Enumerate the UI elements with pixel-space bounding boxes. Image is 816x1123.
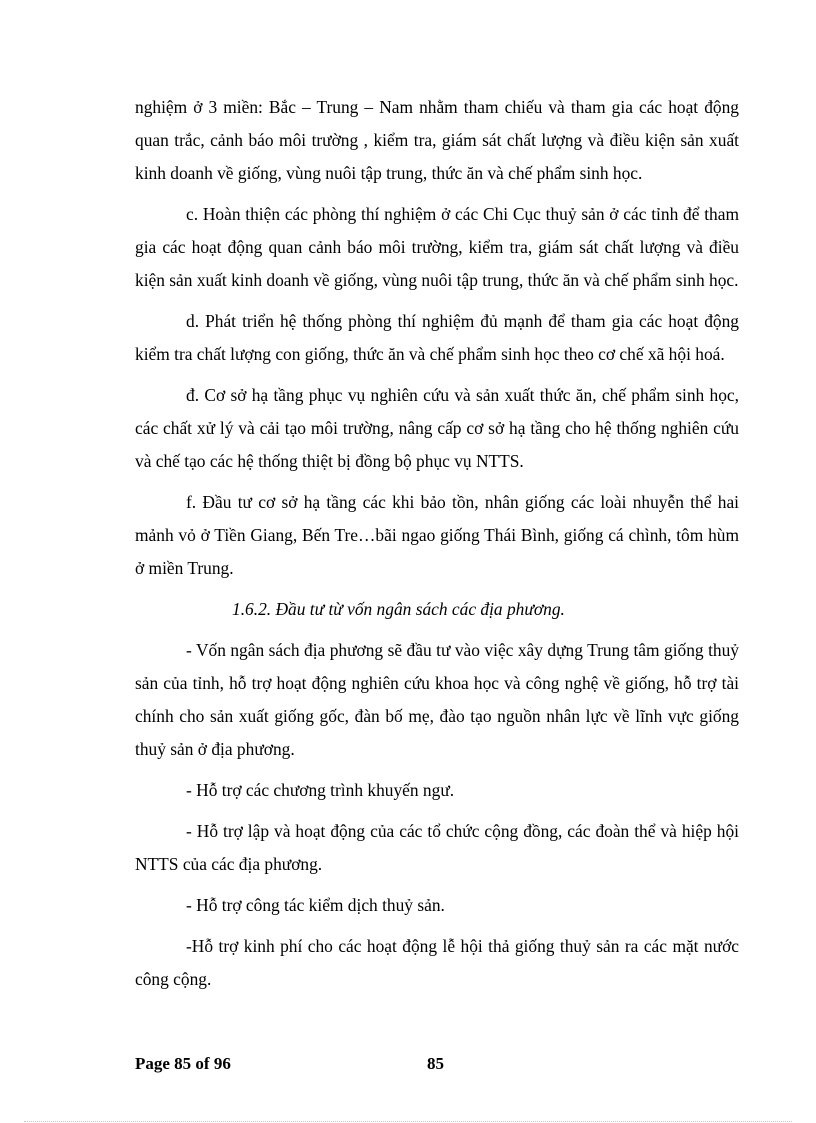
- section-heading: 1.6.2. Đầu tư từ vốn ngân sách các địa phương.: [232, 599, 565, 619]
- section-paragraph: -Hỗ trợ kinh phí cho các hoạt động lễ hội thả giống thuỷ sản ra các mặt nước công cộng.: [135, 936, 739, 989]
- page-footer: [135, 1054, 739, 1078]
- section-paragraph: - Hỗ trợ công tác kiểm dịch thuỷ sản.: [186, 895, 445, 915]
- paragraph-item-d: d. Phát triển hệ thống phòng thí nghiệm đủ mạnh để tham gia các hoạt động kiểm tra chất lượng con giống, thức ăn và chế phẩm sinh học theo cơ chế xã hội hoá.: [135, 311, 739, 364]
- page-label: Page 85 of 96: [135, 1054, 231, 1073]
- section-paragraph: - Hỗ trợ các chương trình khuyến ngư.: [186, 780, 455, 800]
- page-body: [135, 91, 739, 1004]
- section-paragraph: - Hỗ trợ lập và hoạt động của các tổ chức cộng đồng, các đoàn thể và hiệp hội NTTS của các địa phương.: [135, 821, 739, 874]
- paragraph-item-dd: đ. Cơ sở hạ tầng phục vụ nghiên cứu và sản xuất thức ăn, chế phẩm sinh học, các chất xử lý và cải tạo môi trường, nâng cấp cơ sở hạ tầng cho hệ thống nghiên cứu và chế tạo các hệ thống thiệt bị đồng bộ phục vụ NTTS.: [135, 385, 739, 471]
- paragraph-continuation: nghiệm ở 3 miền: Bắc – Trung – Nam nhằm tham chiếu và tham gia các hoạt động quan trắc, cảnh báo môi trường , kiểm tra, giám sát chất lượng và điều kiện sản xuất kinh doanh về giống, vùng nuôi tập trung, thức ăn và chế phẩm sinh học.: [135, 97, 739, 183]
- paragraph-item-f: f. Đầu tư cơ sở hạ tầng các khi bảo tồn, nhân giống các loài nhuyễn thể hai mảnh vỏ ở Tiền Giang, Bến Tre…bãi ngao giống Thái Bình, giống cá chình, tôm hùm ở miền Trung.: [135, 492, 739, 578]
- section-paragraph: - Vốn ngân sách địa phương sẽ đầu tư vào việc xây dựng Trung tâm giống thuỷ sản của tỉnh, hỗ trợ hoạt động nghiên cứu khoa học và công nghệ về giống, hỗ trợ tài chính cho sản xuất giống gốc, đàn bố mẹ, đào tạo nguồn nhân lực về lĩnh vực giống thuỷ sản ở địa phương.: [135, 640, 739, 759]
- page-bottom-divider: [24, 1121, 792, 1122]
- paragraph-item-c: c. Hoàn thiện các phòng thí nghiệm ở các Chi Cục thuỷ sản ở các tỉnh để tham gia các hoạt động quan cảnh báo môi trường, kiểm tra, giám sát chất lượng và điều kiện sản xuất kinh doanh về giống, vùng nuôi tập trung, thức ăn và chế phẩm sinh học.: [135, 204, 739, 290]
- page-number: 85: [427, 1054, 444, 1073]
